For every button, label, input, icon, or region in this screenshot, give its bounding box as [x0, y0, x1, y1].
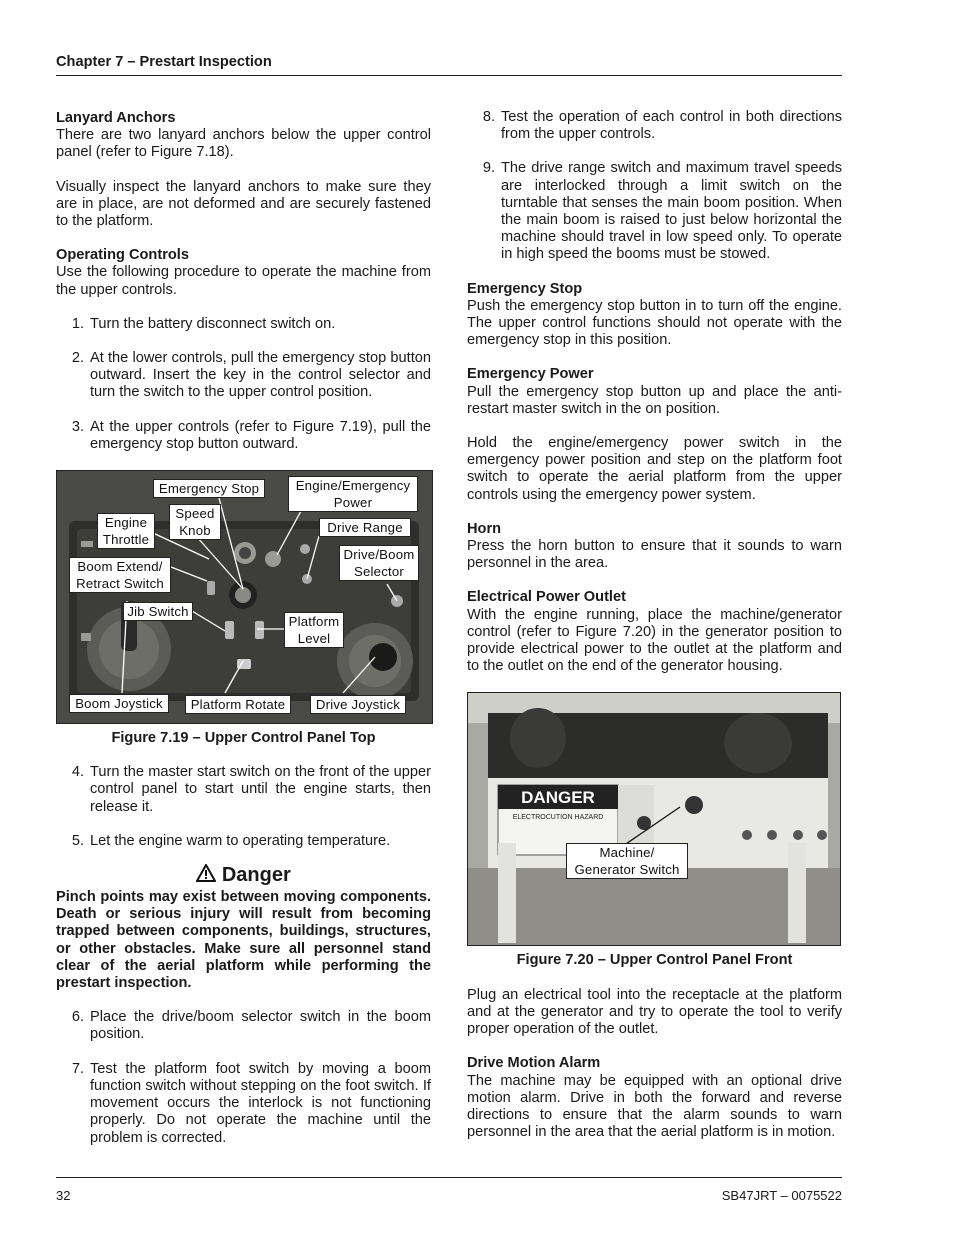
step-item: 6. Place the drive/boom selector switch in the boom position.	[71, 1009, 431, 1043]
danger-title: Danger	[221, 864, 291, 887]
operating-heading: Operating Controls	[56, 247, 189, 264]
outlet-test-paragraph: Plug an electrical tool into the receptacle at the platform and at the generator and try to operate the tool to verify proper operation of the outlet.	[467, 986, 842, 1038]
emergency-stop-heading: Emergency Stop	[467, 280, 583, 297]
footer-rule	[56, 1177, 842, 1178]
callout-drive-range: Drive Range	[319, 518, 411, 537]
callout-emergency-stop: Emergency Stop	[153, 479, 265, 498]
emergency-power-heading: Emergency Power	[467, 366, 594, 383]
callout-drive-joystick: Drive Joystick	[310, 695, 406, 714]
chapter-title: Chapter 7 – Prestart Inspection	[56, 54, 272, 70]
danger-text: Pinch points may exist between moving components. Death or serious injury will result from becoming trapped between components, buildings, structures, or other obstacles. Make sure all personnel stand clear of the aerial platform while performing the prestart inspection.	[56, 889, 431, 992]
callout-boom-extend-retract: Boom Extend/ Retract Switch	[69, 557, 171, 593]
left-column	[56, 110, 431, 1147]
panel-front-illustration	[468, 693, 840, 945]
figure-7-19-caption: Figure 7.19 – Upper Control Panel Top	[111, 730, 376, 747]
horn-heading: Horn	[467, 520, 502, 537]
callout-jib-switch: Jib Switch	[123, 602, 193, 621]
outlet-paragraph: With the engine running, place the machine/generator control (refer to Figure 7.20) in the generator position to provide electrical power to the outlet at the platform and to the outlet on the end of the generator housing.	[467, 606, 842, 675]
callout-platform-rotate: Platform Rotate	[185, 695, 291, 714]
callout-drive-boom-selector: Drive/Boom Selector	[339, 545, 419, 581]
outlet-heading: Electrical Power Outlet	[467, 589, 626, 606]
callout-machine-generator-switch: Machine/ Generator Switch	[566, 843, 688, 879]
steps-list-a	[56, 316, 431, 453]
operating-paragraph: Use the following procedure to operate the machine from the upper controls.	[56, 264, 431, 298]
lanyard-heading: Lanyard Anchors	[56, 110, 176, 126]
callout-engine-emergency-power: Engine/Emergency Power	[288, 476, 418, 512]
emergency-power-paragraph-2: Hold the engine/emergency power switch in the emergency power position and step on the platform foot switch to operate the aerial platform from the upper controls using the emergency power system.	[467, 435, 842, 503]
document-id: SB47JRT – 0075522	[721, 1188, 842, 1203]
decal-subtitle: ELECTROCUTION HAZARD	[512, 814, 604, 822]
lanyard-paragraph-2: Visually inspect the lanyard anchors to make sure they are in place, are not deformed and are securely fastened to the platform.	[56, 178, 431, 230]
decal-danger-text: DANGER	[521, 788, 595, 808]
steps-list-c	[56, 1009, 431, 1146]
step-item: 7. Test the platform foot switch by moving a boom function switch without stepping on the foot switch. If movement occurs the interlock is not functioning properly. Do not operate the machine until the problem is corrected.	[71, 1060, 431, 1146]
figure-7-20-caption: Figure 7.20 – Upper Control Panel Front	[516, 952, 793, 969]
drive-motion-alarm-paragraph: The machine may be equipped with an optional drive motion alarm. Drive in both the forward and reverse directions to ensure that the alarm sounds to warn personnel in the area that the aerial platform is in motion.	[467, 1072, 842, 1141]
callout-speed-knob: Speed Knob	[169, 504, 221, 540]
upper-control-panel-front-photo	[467, 692, 841, 946]
horn-paragraph: Press the horn button to ensure that it sounds to warn personnel in the area.	[467, 538, 842, 572]
callout-engine-throttle: Engine Throttle	[97, 513, 155, 549]
header-rule	[56, 75, 842, 76]
right-column	[467, 109, 842, 1141]
warning-triangle-icon	[196, 864, 216, 882]
lanyard-paragraph-1: There are two lanyard anchors below the upper control panel (refer to Figure 7.18).	[56, 127, 431, 161]
upper-control-panel-top-photo	[56, 470, 433, 724]
callout-boom-joystick: Boom Joystick	[69, 694, 169, 713]
danger-heading	[56, 863, 431, 887]
callout-platform-level: Platform Level	[284, 612, 344, 648]
step-item: 9. The drive range switch and maximum travel speeds are interlocked through a limit switch on the turntable that senses the main boom position. When the main boom is raised to just below horizontal the machine should travel in low speed only. To operate in high speed the booms must be stowed.	[482, 160, 842, 263]
step-item: 8. Test the operation of each control in both directions from the upper controls.	[482, 109, 842, 143]
steps-list-b	[56, 764, 431, 850]
emergency-stop-paragraph: Push the emergency stop button in to turn off the engine. The upper control functions should not operate with the emergency stop in this position.	[467, 297, 842, 349]
step-item: 1. Turn the battery disconnect switch on.	[71, 315, 336, 332]
step-item: 3. At the upper controls (refer to Figure 7.19), pull the emergency stop button outward.	[71, 418, 431, 452]
page-number: 32	[56, 1188, 71, 1203]
drive-motion-alarm-heading: Drive Motion Alarm	[467, 1055, 601, 1072]
emergency-power-paragraph-1: Pull the emergency stop button up and place the anti-restart master switch in the on position.	[467, 383, 842, 417]
step-item: 5. Let the engine warm to operating temperature.	[71, 832, 391, 849]
steps-list-d	[467, 109, 842, 264]
step-item: 4. Turn the master start switch on the front of the upper control panel to start until the engine starts, then release it.	[71, 764, 431, 815]
step-item: 2. At the lower controls, pull the emergency stop button outward. Insert the key in the control selector and turn the switch to the upper control position.	[71, 350, 431, 401]
